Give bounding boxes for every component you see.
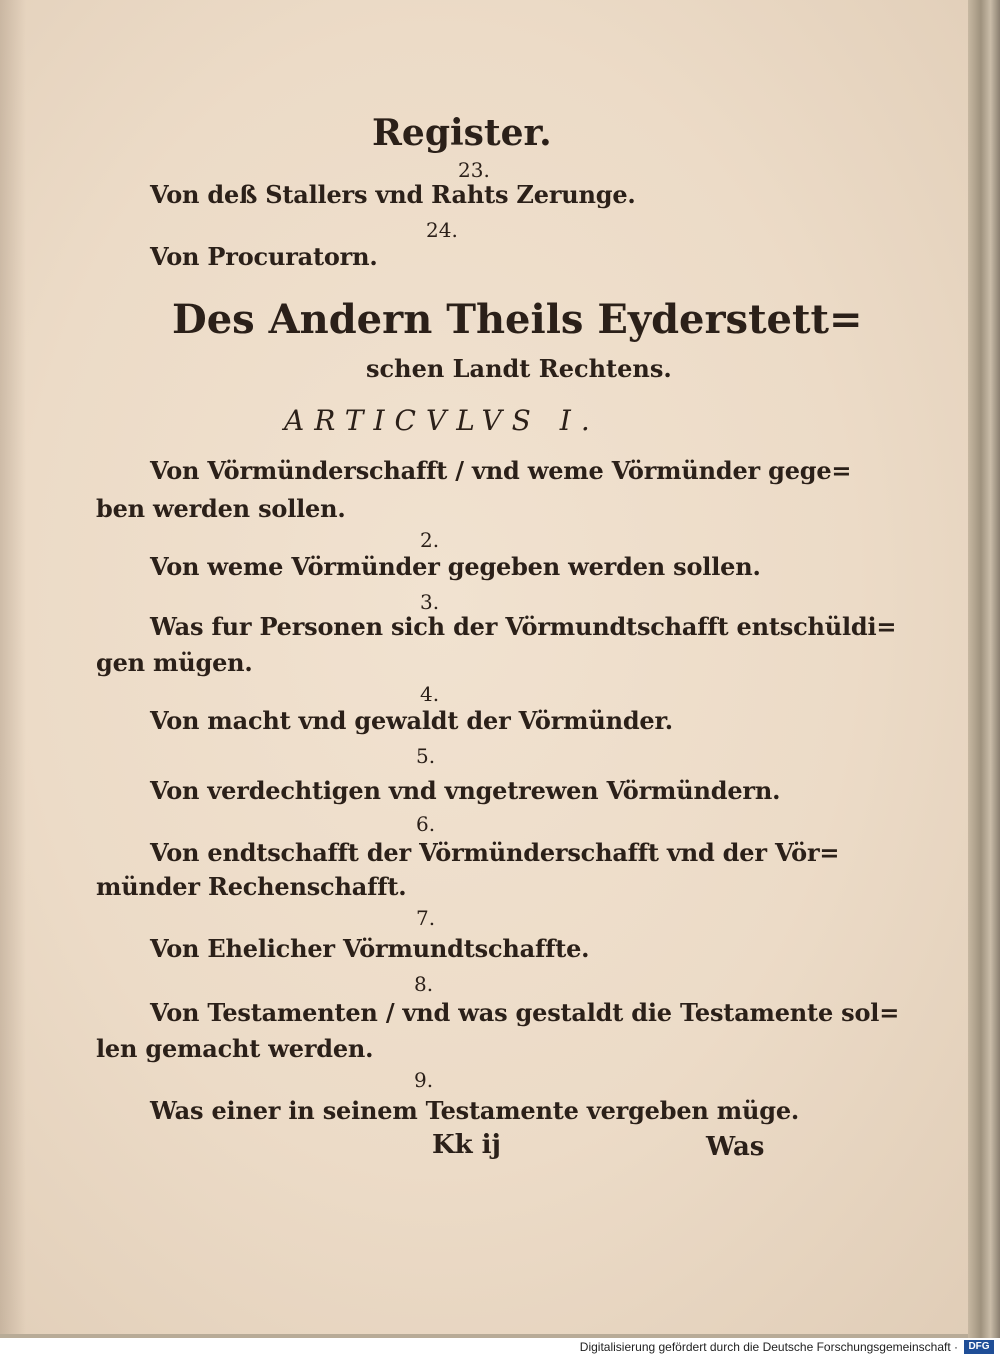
entry-text: Von deß Stallers vnd Rahts Zerunge. [150, 180, 636, 209]
entry-number: 5. [416, 744, 436, 768]
entry-number: 8. [414, 972, 434, 996]
entry-number: 3. [420, 590, 440, 614]
catchword: Was [706, 1132, 765, 1162]
footer-bar [0, 1338, 1000, 1358]
entry-text-continued: münder Rechenschafft. [96, 872, 407, 901]
entry-text: Was fur Personen sich der Vörmundtschafft entschüldi= [150, 612, 897, 641]
entry-text-continued: ben werden sollen. [96, 494, 346, 523]
entry-text: Von Testamenten / vnd was gestaldt die Testamente sol= [150, 998, 900, 1027]
entry-text: Von Ehelicher Vörmundtschaffte. [150, 934, 590, 963]
entry-text: Von endtschafft der Vörmünderschafft vnd der Vör= [150, 838, 840, 867]
entry-text: Von weme Vörmünder gegeben werden sollen. [150, 552, 761, 581]
digitization-credit: Digitalisierung gefördert durch die Deutsche Forschungsgemeinschaft · [579, 1340, 958, 1354]
section-heading: Des Andern Theils Eyderstett= [172, 296, 863, 343]
entry-number: 2. [420, 528, 440, 552]
entry-text: Von Vörmünderschafft / vnd weme Vörmünder gege= [150, 456, 852, 485]
dfg-logo-icon: DFG [964, 1340, 994, 1354]
entry-text: Von macht vnd gewaldt der Vörmünder. [150, 706, 673, 735]
section-heading-continued: schen Landt Rechtens. [366, 354, 672, 383]
register-header: Register. [372, 112, 552, 154]
entry-number: 9. [414, 1068, 434, 1092]
entry-text: Von verdechtigen vnd vngetrewen Vörmündern. [150, 776, 781, 805]
entry-number: 24. [426, 218, 458, 242]
entry-number: 4. [420, 682, 440, 706]
entry-number: 7. [416, 906, 436, 930]
articulus-heading: ARTICVLVS I. [284, 404, 600, 437]
entry-text: Was einer in seinem Testamente vergeben müge. [150, 1096, 800, 1125]
entry-text: Von Procuratorn. [150, 242, 378, 271]
entry-number: 23. [458, 158, 490, 182]
entry-text-continued: gen mügen. [96, 648, 253, 677]
entry-number: 6. [416, 812, 436, 836]
entry-text-continued: len gemacht werden. [96, 1034, 374, 1063]
signature-mark: Kk ij [432, 1130, 501, 1160]
